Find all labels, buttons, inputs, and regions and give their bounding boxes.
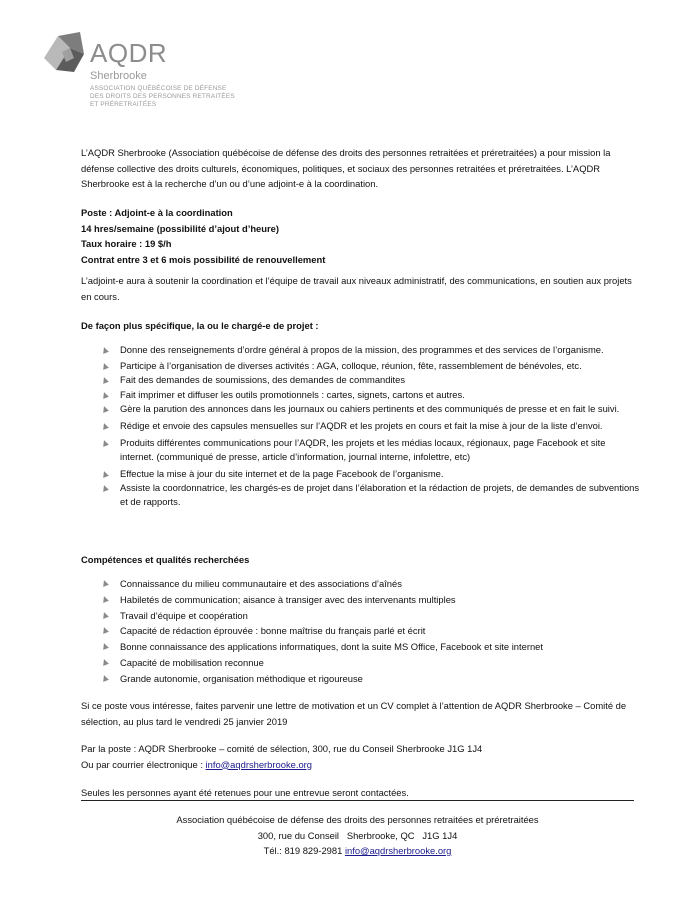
job-contract: Contrat entre 3 et 6 mois possibilité de renouvellement: [81, 253, 326, 265]
list-item: Donne des renseignements d’ordre général à propos de la mission, des programmes et des services de l’organisme.: [81, 343, 641, 357]
list-item: Produits différentes communications pour l’AQDR, les projets et les médias locaux, régionaux, page Facebook et site internet. (communiqué de presse, article d’information, journal interne, infolettre, etc): [81, 436, 641, 464]
footer-organization: Association québécoise de défense des droits des personnes retraitées et préretraitées: [176, 814, 539, 825]
bullet-icon: [101, 642, 109, 650]
bullet-icon: [101, 674, 109, 682]
bullet-icon: [101, 611, 109, 619]
bullet-icon: [101, 439, 109, 447]
bullet-icon: [101, 470, 109, 478]
email-link[interactable]: info@aqdrsherbrooke.org: [205, 758, 312, 770]
list-item: Travail d’équipe et coopération: [81, 608, 641, 624]
logo-association-line: DES DROITS DES PERSONNES RETRAITÉES: [90, 93, 235, 100]
mail-address-line: Par la poste : AQDR Sherbrooke – comité de sélection, 300, rue du Conseil Sherbrooke J1G 1J4: [81, 743, 483, 754]
list-item: Rédige et envoie des capsules mensuelles sur l’AQDR et les projets en cours et fait la mise à jour de la liste d’envoi.: [81, 419, 641, 433]
logo-city: Sherbrooke: [90, 70, 147, 82]
list-item: Fait imprimer et diffuser les outils promotionnels : cartes, signets, cartons et autres.: [81, 388, 641, 402]
bullet-icon: [101, 658, 109, 666]
tasks-heading: De façon plus spécifique, la ou le chargé-e de projet :: [81, 320, 319, 331]
job-rate: Taux horaire : 19 $/h: [81, 238, 172, 250]
bullet-icon: [101, 595, 109, 603]
footer-phone: Tél.: 819 829-2981: [263, 845, 343, 856]
intro-paragraph: L’AQDR Sherbrooke (Association québécoise de défense des droits des personnes retraitées et préretraitées) a pour mission la défense collective des droits culturels, économiques, politiques, et sociaux des personnes retraitées et préretraitées. L’AQDR Sherbrooke est à la recherche d’un ou d’une adjoint-e à la coordination.: [81, 147, 611, 190]
bullet-icon: [101, 346, 109, 354]
job-title: Poste : Adjoint-e à la coordination: [81, 207, 233, 218]
logo-association-line: ET PRÉRETRAITÉES: [90, 101, 157, 108]
list-item: Grande autonomie, organisation méthodique et rigoureuse: [81, 671, 641, 687]
bullet-icon: [101, 579, 109, 587]
bullet-icon: [101, 484, 109, 492]
skills-list: [81, 576, 641, 687]
list-item: Gère la parution des annonces dans les journaux ou cahiers pertinents et des communiqués de presse et en fait le suivi.: [81, 402, 641, 416]
footer-divider: [81, 800, 634, 801]
list-item: Effectue la mise à jour du site internet et de la page Facebook de l’organisme.: [81, 467, 641, 481]
bullet-icon: [101, 627, 109, 635]
list-item: Fait des demandes de soumissions, des demandes de commandites: [81, 373, 641, 387]
bullet-icon: [101, 377, 109, 385]
aqdr-logo: [40, 28, 240, 128]
email-line: Ou par courrier électronique : info@aqdrsherbrooke.org: [81, 758, 312, 770]
application-instructions: Si ce poste vous intéresse, faites parvenir une lettre de motivation et un CV complet à l’attention de AQDR Sherbrooke – Comité de sélection, au plus tard le vendredi 25 janvier 2019: [81, 700, 627, 727]
bullet-icon: [101, 422, 109, 430]
job-hours: 14 hres/semaine (possibilité d’ajout d’heure): [81, 222, 279, 234]
bullet-icon: [101, 362, 109, 370]
role-summary: L’adjoint-e aura à soutenir la coordination et l’équipe de travail aux niveaux administratif, des communications, en soutien aux projets en cours.: [81, 275, 632, 302]
list-item: Habiletés de communication; aisance à transiger avec des intervenants multiples: [81, 592, 641, 608]
tasks-list: [81, 343, 641, 509]
list-item: Participe à l’organisation de diverses activités : AGA, colloque, réunion, fête, rassemblement de bénévoles, etc.: [81, 359, 641, 373]
selection-notice: Seules les personnes ayant été retenues pour une entrevue seront contactées.: [81, 787, 409, 798]
list-item: Bonne connaissance des applications informatiques, dont la suite MS Office, Facebook et site internet: [81, 639, 641, 655]
footer: [81, 812, 634, 859]
list-item: Assiste la coordonnatrice, les chargés-es de projet dans l’élaboration et la rédaction de projets, de demandes de subventions et de rapports.: [81, 481, 641, 509]
logo-name: AQDR: [90, 38, 168, 68]
footer-email-link[interactable]: info@aqdrsherbrooke.org: [344, 845, 452, 856]
aqdr-logo-icon: [40, 28, 88, 76]
list-item: Capacité de mobilisation reconnue: [81, 655, 641, 671]
logo-association-line: ASSOCIATION QUÉBÉCOISE DE DÉFENSE: [90, 85, 227, 92]
skills-heading: Compétences et qualités recherchées: [81, 554, 250, 565]
list-item: Capacité de rédaction éprouvée : bonne maîtrise du français parlé et écrit: [81, 623, 641, 639]
logo-association-name: [90, 85, 235, 109]
bullet-icon: [101, 391, 109, 399]
list-item: Connaissance du milieu communautaire et des associations d’aînés: [81, 576, 641, 592]
job-details: [81, 205, 641, 267]
footer-address: 300, rue du Conseil Sherbrooke, QC J1G 1J4: [257, 829, 458, 841]
footer-contact: [81, 843, 634, 859]
contact-methods: [81, 741, 641, 772]
bullet-icon: [101, 405, 109, 413]
